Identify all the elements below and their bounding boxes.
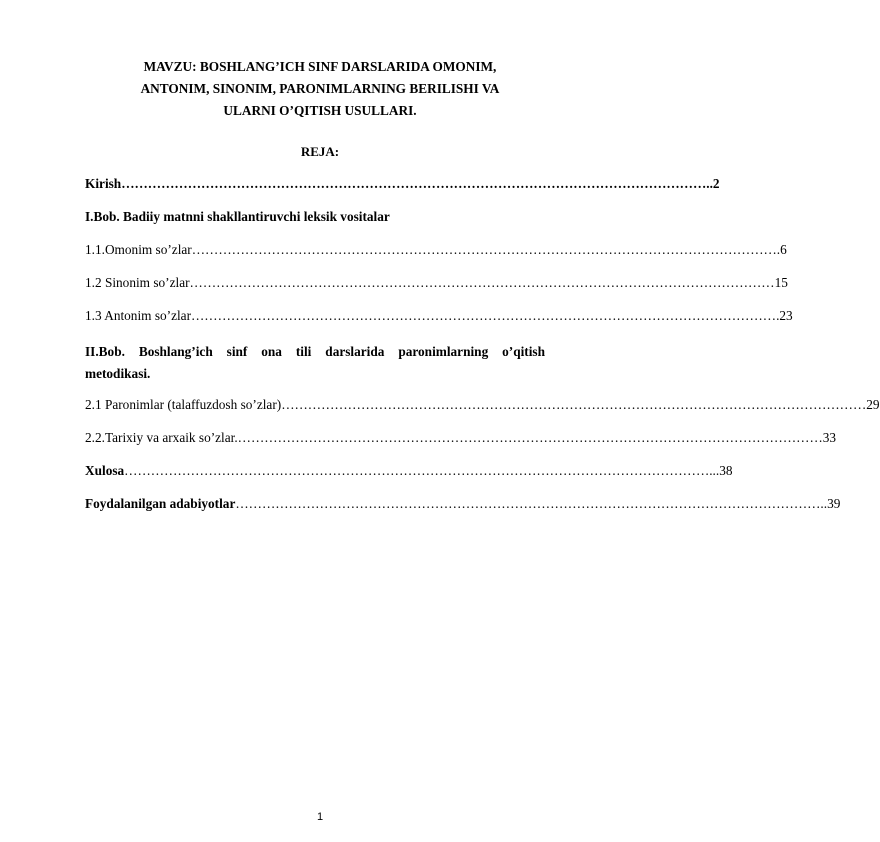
toc-label: 1.1.Omonim so’zlar [85,242,192,257]
toc-label: 1.3 Antonim so’zlar [85,308,191,323]
toc-leader: …………………………………………………………………………………………………………………… [237,430,823,445]
toc-label: Xulosa [85,463,125,478]
toc-entry-intro[interactable] [85,176,720,196]
toc-entry-2-1[interactable] [85,397,880,417]
toc-entry-conclusion[interactable] [85,463,733,483]
toc-chapter-1[interactable] [85,209,545,229]
toc-page: .6 [776,242,787,257]
toc-chapter-2-line-2: metodikasi. [85,366,151,381]
title-line-2: ANTONIM, SINONIM, PARONIMLARNING BERILISHI VA [140,81,500,96]
toc-leader: …………………………………………………………………………………………………………………… [124,463,710,478]
toc-page: 33 [822,430,837,445]
toc-leader: …………………………………………………………………………………………………………………… [281,397,867,412]
toc-label: 1.2 Sinonim so’zlar [85,275,190,290]
toc-entry-1-2[interactable] [85,275,788,295]
page-number: 1 [316,811,324,823]
toc-page: 29 [866,397,880,412]
plan-heading: REJA: [300,144,340,159]
table-of-contents [85,176,880,529]
toc-label: Foydalanilgan adabiyotlar [85,496,236,511]
toc-leader: …………………………………………………………………………………………………………………… [121,176,707,191]
title-line-3: ULARNI O’QITISH USULLARI. [223,103,417,118]
toc-leader: …………………………………………………………………………………………………………………… [189,275,775,290]
toc-label: I.Bob. Badiiy matnni shakllantiruvchi leksik vositalar [85,209,390,224]
document-title [100,56,540,122]
toc-label: Kirish [85,176,122,191]
toc-label: 2.1 Paronimlar (talaffuzdosh so’zlar) [85,397,282,412]
toc-entry-1-3[interactable] [85,308,793,328]
toc-chapter-2[interactable] [85,341,545,385]
toc-entry-references[interactable] [85,496,841,516]
toc-leader: …………………………………………………………………………………………………………………… [191,242,777,257]
toc-page: ..39 [820,496,841,511]
toc-leader: …………………………………………………………………………………………………………………… [235,496,821,511]
toc-page: ...38 [709,463,733,478]
toc-leader: …………………………………………………………………………………………………………………… [191,308,777,323]
toc-entry-2-2[interactable] [85,430,837,450]
toc-page: ..2 [706,176,720,191]
toc-page: .23 [776,308,793,323]
toc-chapter-2-line-1: II.Bob. Boshlang’ich sinf ona tili darslarida paronimlarning o’qitish [85,344,545,359]
toc-entry-1-1[interactable] [85,242,787,262]
title-line-1: MAVZU: BOSHLANG’ICH SINF DARSLARIDA OMONIM, [143,59,497,74]
toc-page: 15 [774,275,788,290]
toc-label: 2.2.Tarixiy va arxaik so’zlar. [85,430,238,445]
